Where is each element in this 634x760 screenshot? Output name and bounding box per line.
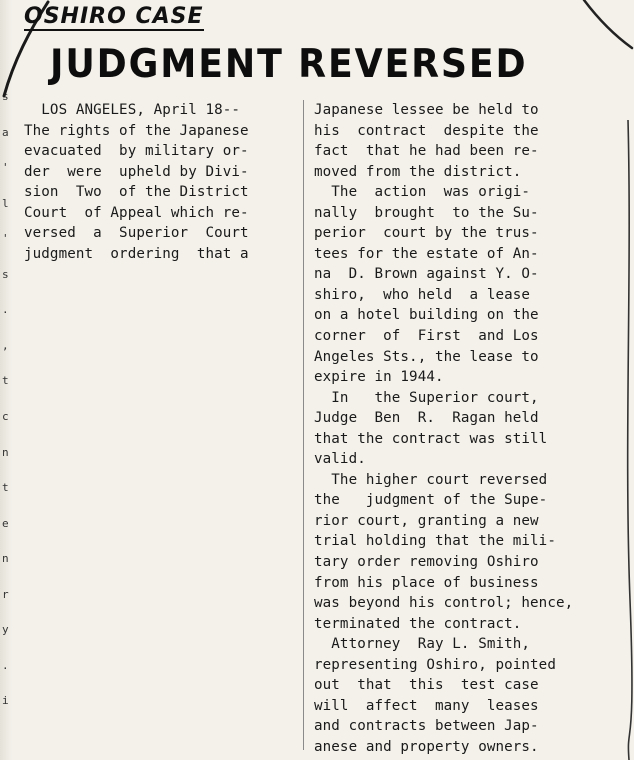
column-divider <box>303 100 304 750</box>
margin-fragment: ' <box>2 232 9 245</box>
margin-fragment: n <box>2 446 9 459</box>
margin-fragment: . <box>2 659 9 672</box>
article-text-line: The rights of the Japanese <box>24 122 249 139</box>
adjacent-column-fragments <box>2 90 12 750</box>
article-text-line: sion Two of the District <box>24 184 249 201</box>
margin-fragment: s <box>2 268 9 281</box>
margin-fragment: c <box>2 410 9 423</box>
article-text-line: moved from the district. <box>314 163 522 180</box>
article-text-line: The higher court reversed <box>314 471 548 488</box>
article-text-line: his contract despite the <box>314 122 539 139</box>
margin-fragment: n <box>2 552 9 565</box>
article-text-line: shiro, who held a lease <box>314 286 531 303</box>
article-text-line: fact that he had been re- <box>314 143 539 160</box>
clipping-right-edge <box>620 120 634 760</box>
margin-fragment: s <box>2 90 9 103</box>
article-text-line: na D. Brown against Y. O- <box>314 266 539 283</box>
margin-fragment: l <box>2 197 9 210</box>
article-text-line: out that this test case <box>314 677 539 694</box>
margin-fragment: , <box>2 339 9 352</box>
article-text-line: rior court, granting a new <box>314 512 539 529</box>
article-text-line: corner of First and Los <box>314 328 539 345</box>
margin-fragment: t <box>2 374 9 387</box>
margin-fragment: e <box>2 517 9 530</box>
article-text-line: perior court by the trus- <box>314 225 539 242</box>
article-text-line: trial holding that the mili- <box>314 533 556 550</box>
article-text-line: expire in 1944. <box>314 369 444 386</box>
margin-fragment: . <box>2 303 9 316</box>
article-text-line: tary order removing Oshiro <box>314 554 539 571</box>
article-left-column <box>24 100 296 264</box>
margin-fragment: ' <box>2 161 9 174</box>
article-text-line: Court of Appeal which re- <box>24 204 249 221</box>
article-text-line: versed a Superior Court <box>24 225 249 242</box>
clipping-corner-mark <box>574 0 634 60</box>
article-text-line: terminated the contract. <box>314 615 522 632</box>
margin-fragment: r <box>2 588 9 601</box>
headline: JUDGMENT REVERSED <box>50 42 528 87</box>
article-text-line: The action was origi- <box>314 184 531 201</box>
article-text-line: Japanese lessee be held to <box>314 102 539 118</box>
margin-fragment: i <box>2 694 9 707</box>
margin-fragment: a <box>2 126 9 139</box>
article-text-line: LOS ANGELES, April 18-- <box>24 102 241 118</box>
article-text-line: anese and property owners. <box>314 738 539 755</box>
article-text-line: that the contract was still <box>314 430 548 447</box>
article-text-line: was beyond his control; hence, <box>314 595 574 612</box>
article-text-line: Angeles Sts., the lease to <box>314 348 539 365</box>
article-text-line: will affect many leases <box>314 697 539 714</box>
article-text-line: and contracts between Jap- <box>314 718 539 735</box>
article-text-line: judgment ordering that a <box>24 245 249 262</box>
margin-fragment: y <box>2 623 9 636</box>
article-text-line: the judgment of the Supe- <box>314 492 548 509</box>
article-right-column <box>314 100 610 758</box>
article-text-line: valid. <box>314 451 366 468</box>
margin-fragment: t <box>2 481 9 494</box>
article-text-line: tees for the estate of An- <box>314 245 539 262</box>
article-text-line: from his place of business <box>314 574 539 591</box>
article-text-line: on a hotel building on the <box>314 307 539 324</box>
article-text-line: nally brought to the Su- <box>314 204 539 221</box>
article-text-line: evacuated by military or- <box>24 143 249 160</box>
article-text-line: der were upheld by Divi- <box>24 163 249 180</box>
article-text-line: representing Oshiro, pointed <box>314 656 556 673</box>
section-kicker: OSHIRO CASE <box>24 4 204 29</box>
article-text-line: Attorney Ray L. Smith, <box>314 636 531 653</box>
article-text-line: Judge Ben R. Ragan held <box>314 410 539 427</box>
article-text-line: In the Superior court, <box>314 389 539 406</box>
